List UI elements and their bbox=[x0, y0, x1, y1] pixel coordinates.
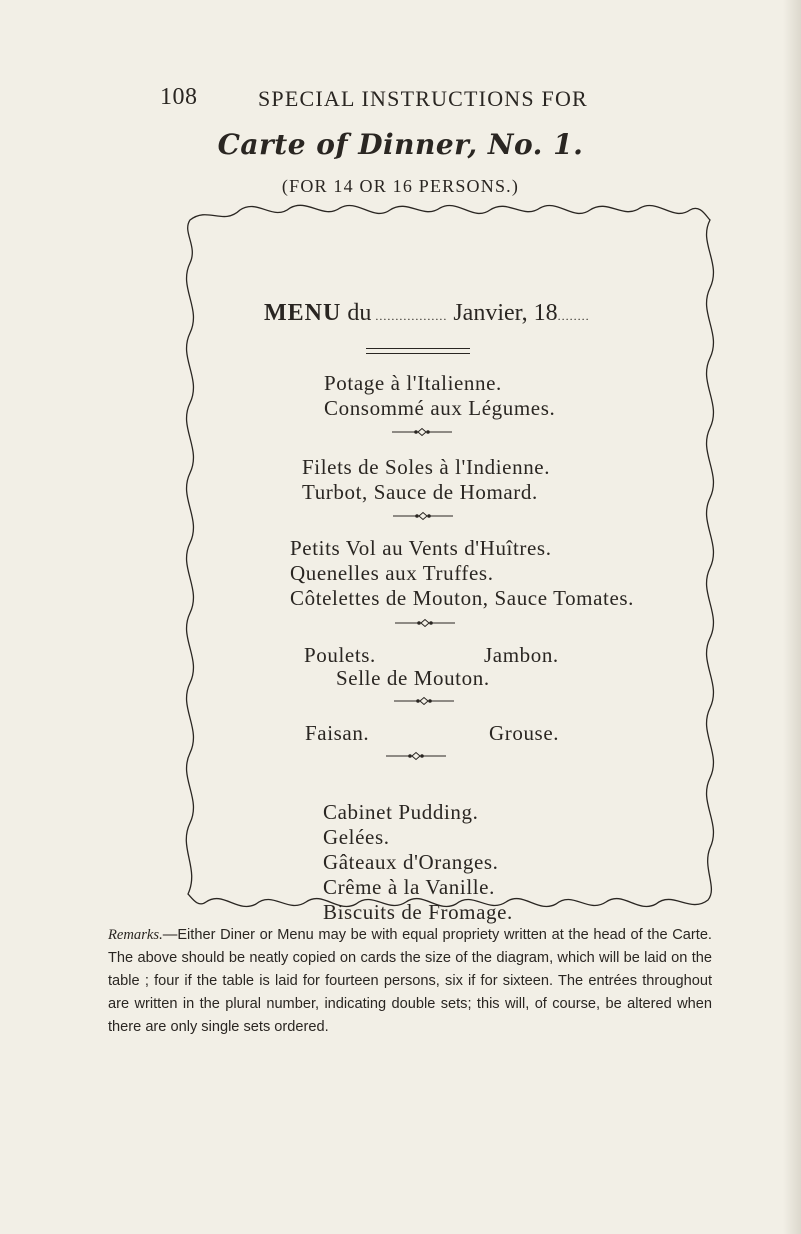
dish: Côtelettes de Mouton, Sauce Tomates. bbox=[290, 586, 635, 611]
dish: Faisan. bbox=[305, 720, 370, 745]
dish: Consommé aux Légumes. bbox=[324, 396, 556, 421]
dish: Turbot, Sauce de Homard. bbox=[302, 480, 538, 505]
double-rule bbox=[366, 348, 470, 358]
dish: Cabinet Pudding. bbox=[323, 800, 479, 825]
remarks-paragraph bbox=[108, 924, 712, 1039]
ornament-separator bbox=[386, 751, 446, 761]
menu-month: Janvier, 18 bbox=[453, 300, 558, 327]
dish: Gelées. bbox=[323, 825, 390, 850]
dish: Potage à l'Italienne. bbox=[324, 371, 502, 396]
dish: Jambon. bbox=[484, 642, 559, 667]
dish: Quenelles aux Truffes. bbox=[290, 561, 494, 586]
menu-du: du bbox=[347, 300, 372, 327]
dotted-leader: ........ bbox=[557, 309, 590, 324]
ornament-separator bbox=[395, 618, 455, 628]
running-head: SPECIAL INSTRUCTIONS FOR bbox=[258, 86, 588, 111]
dish: Selle de Mouton. bbox=[336, 665, 490, 690]
dish: Grouse. bbox=[489, 720, 560, 745]
ornament-separator bbox=[392, 427, 452, 437]
dish: Biscuits de Fromage. bbox=[323, 899, 513, 924]
carte-subtitle: (FOR 14 OR 16 PERSONS.) bbox=[281, 176, 520, 196]
menu-heading bbox=[264, 300, 590, 327]
page-number: 108 bbox=[160, 84, 198, 110]
dish: Gâteaux d'Oranges. bbox=[323, 850, 499, 874]
menu-word: MENU bbox=[264, 300, 342, 327]
dish: Filets de Soles à l'Indienne. bbox=[302, 455, 551, 480]
ornament-separator bbox=[394, 696, 454, 706]
carte-title: Carte of Dinner, No. 1. bbox=[217, 128, 584, 161]
dish: Poulets. bbox=[304, 642, 376, 667]
ornament-separator bbox=[393, 511, 453, 521]
dotted-leader: .................. bbox=[375, 309, 448, 324]
remarks-label: Remarks. bbox=[108, 927, 163, 943]
dish: Petits Vol au Vents d'Huîtres. bbox=[290, 536, 552, 561]
remarks-text: —Either Diner or Menu may be with equal propriety written at the head of the Carte. The above should be neatly copied on cards the size of the diagram, which will be laid on the table ; four if the table is laid for fourteen persons, six if for sixteen. The entrées throughout are written in the plural number, indicating double sets; this will, of course, be altered when there are only single sets ordered. bbox=[108, 927, 712, 1035]
dish: Crême à la Vanille. bbox=[323, 874, 495, 899]
